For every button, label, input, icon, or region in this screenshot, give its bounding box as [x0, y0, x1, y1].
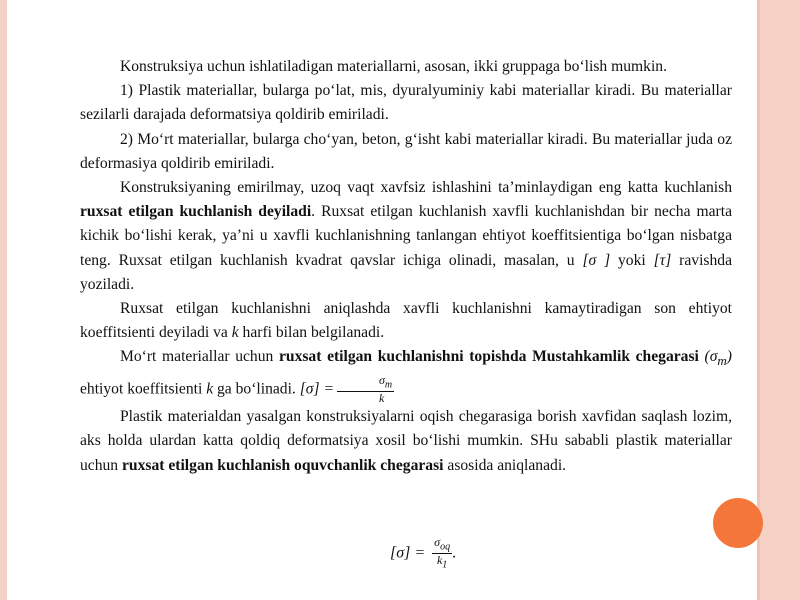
- formula-fraction: $\frac{\sigma_{oq}}{k_1}$: [434, 535, 451, 571]
- formula-plastic: [σ] = $\frac{\sigma_{oq}}{k_1}$ .: [390, 535, 457, 571]
- term-allowable-stress: ruxsat etilgan kuchlanish deyiladi: [80, 203, 312, 221]
- slide-right-border: [760, 0, 800, 600]
- slide-body: [80, 55, 732, 478]
- paragraph-safety-factor: Ruxsat etilgan kuchlanishni aniqlashda xavfli kuchlanishni kamaytiradigan son ehtiyot koeffitsienti deyiladi va k harfi bilan belgilanadi.: [80, 300, 732, 342]
- paragraph-plastic: 1) Plastik materiallar, bularga po‘lat, mis, dyuralyuminiy kabi materiallar kiradi. Bu materiallar sezilarli darajada deformatsiya qoldirib emiriladi.: [80, 82, 732, 124]
- paragraph-brittle: 2) Mo‘rt materiallar, bularga cho‘yan, beton, g‘isht kabi materiallar kiradi. Bu materiallar juda oz deformasiya qoldirib emiriladi.: [80, 130, 732, 172]
- paragraph-intro: Konstruksiya uchun ishlatiladigan materiallarni, asosan, ikki gruppaga bo‘lish mumkin.: [120, 58, 667, 75]
- paragraph-allowable-stress: Konstruksiyaning emirilmay, uzoq vaqt xavfsiz ishlashini ta’minlaydigan eng katta kuchlanish ruxsat etilgan kuchlanish deyiladi. Ruxsat etilgan kuchlanish xavfli kuchlanishdan bir necha marta kichik bo‘lishi kerak, ya’ni u xavfli kuchlanishning tanlangan ehtiyot koeffitsientiga bo‘lgan nisbatga teng. Ruxsat etilgan kuchlanish kvadrat qavslar ichiga olinadi, masalan, u [σ ] yoki [τ] ravishda yoziladi.: [80, 179, 732, 293]
- inline-formula-lhs: [σ] =: [299, 380, 334, 398]
- paragraph-plastic-yield: Plastik materialdan yasalgan konstruksiyalarni oqish chegarasiga borish xavfidan saqlash lozim, aks holda ulardan katta qoldiq deformatsiya xosil bo‘lishi mumkin. SHu sababli plastik materiallar uchun ruxsat etilgan kuchlanish oquvchanlik chegarasi asosida aniqlanadi.: [80, 408, 732, 474]
- decorative-orange-circle: [713, 498, 763, 548]
- inline-formula-fraction: $\frac{\sigma_m}{k}$: [337, 374, 394, 405]
- term-ultimate-strength: ruxsat etilgan kuchlanishni topishda Mustahkamlik chegarasi: [278, 348, 699, 366]
- paragraph-brittle-formula: Mo‘rt materiallar uchun ruxsat etilgan kuchlanishni topishda Mustahkamlik chegarasi $(\sigma_m)$ ehtiyot koeffitsienti k ga bo‘linadi. [σ] = $\frac{\sigma_m}{k}$: [80, 348, 732, 406]
- term-yield-strength: ruxsat etilgan kuchlanish oquvchanlik chegarasi: [122, 456, 444, 474]
- slide-left-border: [0, 0, 7, 600]
